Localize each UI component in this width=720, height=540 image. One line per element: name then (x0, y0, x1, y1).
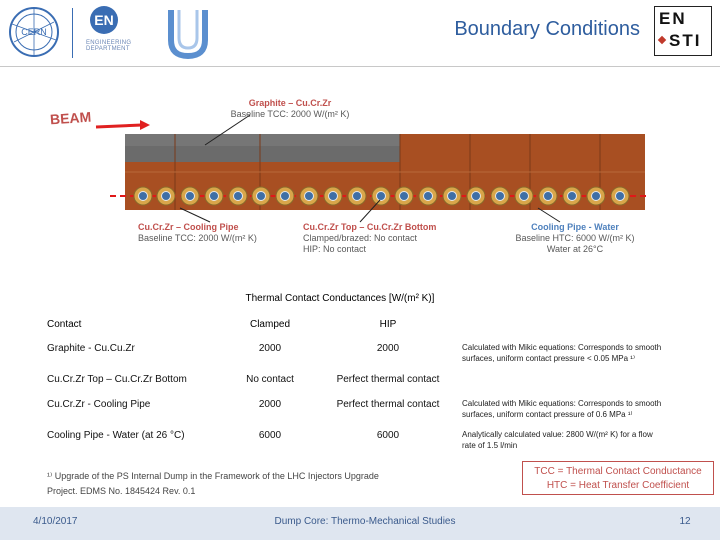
cooling-water-17 (544, 192, 553, 201)
en-department-logo (86, 6, 146, 62)
beam-arrow (96, 125, 142, 127)
cooling-water-1 (162, 192, 171, 201)
cooling-water-4 (234, 192, 243, 201)
cooling-pipe-callout-tcc: Baseline TCC: 2000 W/(m² K) (138, 233, 257, 243)
table-row-2-note (462, 398, 712, 420)
cooling-water-19 (592, 192, 601, 201)
cooling-water-0 (139, 192, 148, 201)
col-header-clamped: Clamped (249, 319, 291, 330)
footnote (47, 469, 447, 499)
cooling-water-13 (448, 192, 457, 201)
table-row-0-clamped: 2000 (258, 343, 282, 354)
table-row-0-hip: 2000 (376, 343, 400, 354)
slide-title: Boundary Conditions (454, 18, 640, 40)
footer-page-number: 12 (679, 516, 691, 527)
table-row-2-contact: Cu.Cr.Zr - Cooling Pipe (47, 399, 151, 410)
table-row-0-note (462, 342, 712, 364)
cooling-pipe-callout (138, 222, 288, 244)
col-header-hip: HIP (379, 319, 397, 330)
table-row-2-clamped: 2000 (258, 399, 282, 410)
water-callout-temp: Water at 26°C (546, 244, 604, 254)
table-row-0-contact: Graphite - Cu.Cu.Zr (47, 343, 135, 354)
graphite-callout-tcc: Baseline TCC: 2000 W/(m² K) (230, 109, 350, 119)
footer-title: Dump Core: Thermo-Mechanical Studies (274, 516, 456, 527)
table-row-3-note-line2: rate of 1.5 l/min (462, 441, 518, 450)
cooling-water-18 (568, 192, 577, 201)
en-sti-logo (654, 6, 716, 60)
table-row-2-hip: Perfect thermal contact (336, 399, 440, 410)
cooling-water-2 (186, 192, 195, 201)
cooling-pipes (134, 187, 629, 205)
table-row-0-note-line2: surfaces, uniform contact pressure < 0.05 MPa ¹⁾ (462, 354, 635, 363)
legend-tcc: TCC = Thermal Contact Conductance (534, 466, 702, 477)
abbreviation-legend (522, 461, 714, 495)
cooling-water-10 (377, 192, 386, 201)
cooling-water-6 (281, 192, 290, 201)
table-row-3-hip: 6000 (376, 430, 400, 441)
cooling-water-15 (496, 192, 505, 201)
water-callout-arrow (538, 208, 560, 222)
top-bottom-callout (303, 222, 463, 255)
footnote-line1: ¹⁾ Upgrade of the PS Internal Dump in the Framework of the LHC Injectors Upgrade (47, 471, 379, 481)
cooling-water-3 (210, 192, 219, 201)
cern-logo-icon (6, 4, 62, 60)
en-logo-text-2: DEPARTMENT (86, 46, 130, 52)
cooling-pipe-callout-arrow (180, 208, 210, 222)
table-row-1-clamped: No contact (246, 374, 294, 385)
cooling-pipe-callout-title: Cu.Cr.Zr – Cooling Pipe (138, 222, 239, 232)
top-bottom-callout-line1: Clamped/brazed: No contact (303, 233, 418, 243)
table-row-3-note-line1: Analytically calculated value: 2800 W/(m² K) for a flow (462, 430, 653, 439)
top-bottom-callout-line2: HIP: No contact (303, 244, 367, 254)
cooling-water-16 (520, 192, 529, 201)
table-row-3-contact: Cooling Pipe - Water (at 26 °C) (47, 430, 185, 441)
table-row-3-clamped: 6000 (258, 430, 282, 441)
ensti-logo-bottom: STI (669, 31, 702, 50)
cooling-water-8 (329, 192, 338, 201)
table-row-2-note-line2: surfaces, uniform contact pressure of 0.6 MPa ¹⁾ (462, 410, 633, 419)
cooling-water-9 (353, 192, 362, 201)
water-callout-htc: Baseline HTC: 6000 W/(m² K) (515, 233, 635, 243)
ensti-star-icon (658, 36, 666, 44)
footnote-line2: Project. EDMS No. 1845424 Rev. 0.1 (47, 486, 196, 496)
table-title: Thermal Contact Conductances [W/(m² K)] (245, 293, 435, 304)
graphite-callout-title: Graphite – Cu.Cr.Zr (248, 98, 332, 108)
cooling-water-5 (257, 192, 266, 201)
table-row-3-note (462, 429, 712, 451)
cooling-water-7 (305, 192, 314, 201)
cooling-water-14 (472, 192, 481, 201)
water-callout-title: Cooling Pipe - Water (531, 222, 619, 232)
table-row-0-note-line1: Calculated with Mikic equations: Corresponds to smooth (462, 343, 662, 352)
logo-divider (72, 8, 73, 58)
svg-text:CERN: CERN (21, 27, 47, 37)
cooling-water-20 (616, 192, 625, 201)
footer-date: 4/10/2017 (33, 516, 78, 527)
u-shaped-logo-icon (165, 6, 211, 62)
col-header-contact: Contact (47, 319, 82, 330)
beam-label: BEAM (49, 108, 92, 128)
graphite-callout (205, 98, 375, 120)
water-callout (495, 222, 655, 255)
top-bottom-callout-title: Cu.Cr.Zr Top – Cu.Cr.Zr Bottom (303, 222, 437, 232)
table-row-2-note-line1: Calculated with Mikic equations: Corresponds to smooth (462, 399, 662, 408)
table-row-1-hip: Perfect thermal contact (336, 374, 440, 385)
header-divider (0, 66, 720, 67)
cooling-water-11 (400, 192, 409, 201)
legend-htc: HTC = Heat Transfer Coefficient (546, 480, 690, 491)
en-logo-text-1: ENGINEERING (86, 40, 132, 46)
en-logo-badge: EN (90, 6, 118, 34)
ensti-logo-top: EN (659, 9, 687, 28)
beam-arrow-head-icon (140, 120, 150, 130)
cooling-water-12 (424, 192, 433, 201)
table-row-1-contact: Cu.Cr.Zr Top – Cu.Cr.Zr Bottom (47, 374, 187, 385)
